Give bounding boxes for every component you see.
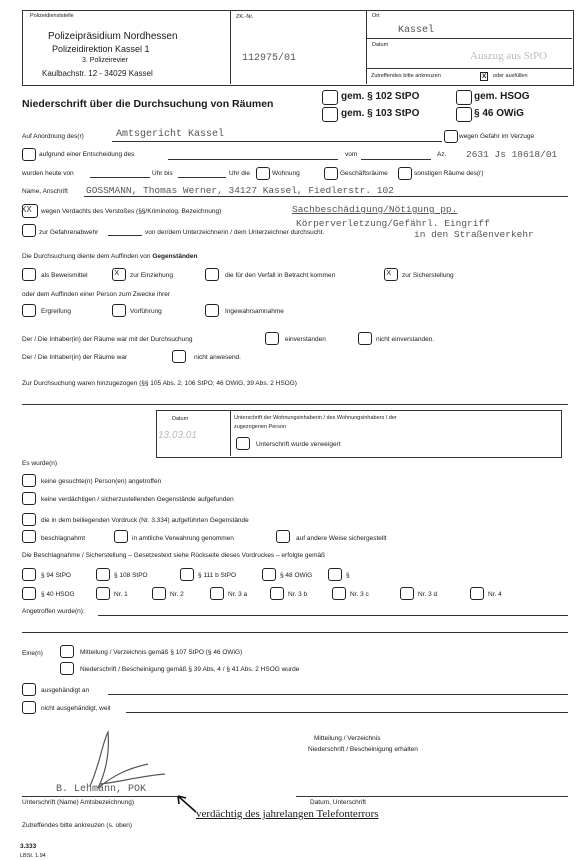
anordnung-label: Auf Anordnung des(r) xyxy=(22,133,84,140)
p48-checkbox[interactable] xyxy=(262,568,276,581)
verdacht-mark: XX xyxy=(21,205,32,215)
p94-label: § 94 StPO xyxy=(41,572,71,579)
von-unterz-label: von der/dem Unterzeichnerin / dem Unterzeichner durchsucht. xyxy=(145,229,325,236)
entscheidung-checkbox[interactable] xyxy=(22,148,36,161)
ort-value: Kassel xyxy=(398,25,435,36)
footer-code: 3.333 xyxy=(20,843,37,850)
p111-checkbox[interactable] xyxy=(180,568,194,581)
unterschrift-beamter: Unterschrift (Name) Amtsbezeichnung) xyxy=(22,799,134,806)
mitteilung1-checkbox[interactable] xyxy=(60,645,74,658)
mitteilung1-label: Mitteilung / Verzeichnis gemäß § 107 StPO (§ 46 OWiG) xyxy=(80,649,243,656)
law-hsog-checkbox[interactable] xyxy=(456,90,472,105)
datum-label: Datum xyxy=(372,42,389,48)
r2-checkbox[interactable] xyxy=(22,492,36,505)
nicht-anwesend-label: nicht anwesend. xyxy=(194,354,241,361)
p108-label: § 108 StPO xyxy=(114,572,148,579)
geschaeft-checkbox[interactable] xyxy=(324,167,338,180)
r1-label: keine gesuchte(n) Person(en) angetroffen xyxy=(41,478,162,485)
handwritten-note: verdächtig des jahrelangen Telefonterrors xyxy=(196,808,379,820)
verdacht-value2[interactable]: Körperverletzung/Gefährl. Eingriff xyxy=(296,218,490,229)
nieder2-label: Niederschrift / Bescheinigung erhalten xyxy=(308,746,418,753)
angetroffen-label: Angetroffen wurde(n): xyxy=(22,608,85,615)
p40-label: § 40 HSOG xyxy=(41,591,75,598)
nr4-checkbox[interactable] xyxy=(470,587,484,600)
verdacht-label: wegen Verdachts des Verstoßes (§§/Kriminolog. Bezeichnung) xyxy=(41,208,222,215)
nr3c-label: Nr. 3 c xyxy=(350,591,369,598)
sonstige-checkbox[interactable] xyxy=(398,167,412,180)
verfall-checkbox[interactable] xyxy=(205,268,219,281)
vorfuehrung-checkbox[interactable] xyxy=(112,304,126,317)
geschaeft-label: Geschäftsräume xyxy=(340,170,388,177)
zutreffendes-mark: X xyxy=(482,73,487,80)
eine-label: Eine(n) xyxy=(22,650,43,657)
p108-checkbox[interactable] xyxy=(96,568,110,581)
p48-label: § 48 OWiG xyxy=(280,572,313,579)
ergreifung-label: Ergreifung xyxy=(41,308,71,315)
r1-checkbox[interactable] xyxy=(22,474,36,487)
inhaber1-label: Der / Die Inhaber(in) der Räume war mit der Durchsuchung xyxy=(22,336,193,343)
andere-checkbox[interactable] xyxy=(276,530,290,543)
wurden-label: wurden heute von xyxy=(22,170,74,177)
uhr-die: Uhr die xyxy=(229,170,250,177)
verweigert-checkbox[interactable] xyxy=(236,437,250,450)
law-103-checkbox[interactable] xyxy=(322,107,338,122)
anordnung-value[interactable]: Amtsgericht Kassel xyxy=(116,129,225,140)
p94-checkbox[interactable] xyxy=(22,568,36,581)
einziehung-mark: x xyxy=(114,268,120,278)
stamp-ghost: Auszug aus StPO xyxy=(470,50,548,62)
uhr-bis: Uhr bis xyxy=(152,170,173,177)
zk-value: 112975/01 xyxy=(242,53,297,64)
p111-label: § 111 b StPO xyxy=(198,572,237,579)
einverstanden-label: einverstanden xyxy=(285,336,326,343)
ort-label: Ort xyxy=(372,13,380,19)
verweigert-label: Unterschrift wurde verweigert xyxy=(256,441,341,448)
nr3a-checkbox[interactable] xyxy=(210,587,224,600)
sonstige-label: sonstigen Räume des(r) xyxy=(414,170,484,177)
vorfuehrung-label: Vorführung xyxy=(130,308,162,315)
nicht-ausgehaendigt-checkbox[interactable] xyxy=(22,701,36,714)
nr3b-checkbox[interactable] xyxy=(270,587,284,600)
zutreffendes-footer: Zutreffendes bitte ankreuzen (s. oben) xyxy=(22,822,133,829)
ausgehaendigt-checkbox[interactable] xyxy=(22,683,36,696)
sig-unterschrift-label: Unterschrift der Wohnungsinhaberin / des Wohnungsinhabers / der zugezogenen Person xyxy=(234,415,397,430)
nr2-label: Nr. 2 xyxy=(170,591,184,598)
authority-line1: Polizeipräsidium Nordhessen xyxy=(48,31,178,42)
beweis-label: als Beweismittel xyxy=(41,272,88,279)
sig-datum-label: Datum xyxy=(172,416,189,422)
law-hsog-label: gem. HSOG xyxy=(474,91,530,102)
es-wurden-label: Es wurde(n) xyxy=(22,460,58,467)
sig-date-value: 13.03.01 xyxy=(158,430,197,441)
nr1-label: Nr. 1 xyxy=(114,591,128,598)
vom-label: vom xyxy=(345,151,358,158)
ingewahrsam-checkbox[interactable] xyxy=(205,304,219,317)
datum-unterschrift: Datum, Unterschrift xyxy=(310,799,366,806)
authority-line3: 3. Polizeirevier xyxy=(82,57,128,64)
ingewahrsam-label: Ingewahrsamnahme xyxy=(225,308,284,315)
wohnung-checkbox[interactable] xyxy=(256,167,270,180)
beweis-checkbox[interactable] xyxy=(22,268,36,281)
law-owig-label: § 46 OWiG xyxy=(474,108,524,119)
gefahr-label: wegen Gefahr im Verzuge xyxy=(459,133,535,140)
gefahrenabwehr-checkbox[interactable] xyxy=(22,224,36,237)
nicht-einverstanden-label: nicht einverstanden. xyxy=(376,336,435,343)
nr2-checkbox[interactable] xyxy=(152,587,166,600)
hinzugezogen-label: Zur Durchsuchung waren hinzugezogen (§§ 105 Abs. 2, 106 StPO; 46 OWiG, 39 Abs. 2 HSOG) xyxy=(22,380,297,387)
psec-label: § xyxy=(346,572,350,579)
r2-label: keine verdächtigen / sicherzustellenden Gegenstände aufgefunden xyxy=(41,496,234,503)
law-103-label: gem. § 103 StPO xyxy=(341,108,420,119)
page-title: Niederschrift über die Durchsuchung von Räumen xyxy=(22,98,274,110)
officer-signature: B. Lehmann, POK xyxy=(56,784,147,795)
name-label: Name, Anschrift xyxy=(22,188,68,195)
nicht-anwesend-checkbox[interactable] xyxy=(172,350,186,363)
law-102-label: gem. § 102 StPO xyxy=(341,91,420,102)
az-value[interactable]: 2631 Js 18618/01 xyxy=(466,149,558,160)
nr1-checkbox[interactable] xyxy=(96,587,110,600)
nieder1-label: Niederschrift / Bescheinigung gemäß § 39 Abs. 4 / § 41 Abs. 2 HSOG wurde xyxy=(80,666,300,673)
amtlich-label: in amtliche Verwahrung genommen xyxy=(132,535,234,542)
ausgehaendigt-label: ausgehändigt an xyxy=(41,687,90,694)
authority-line4: Kaulbachstr. 12 - 34029 Kassel xyxy=(42,69,153,78)
andere-label: auf andere Weise sichergestellt xyxy=(296,535,387,542)
nr3d-checkbox[interactable] xyxy=(400,587,414,600)
p40-checkbox[interactable] xyxy=(22,587,36,600)
einziehung-label: zur Einziehung xyxy=(130,272,173,279)
entscheidung-label: aufgrund einer Entscheidung des xyxy=(39,151,135,158)
sicherstellung-mark: x xyxy=(386,268,392,278)
nicht-einverstanden-checkbox[interactable] xyxy=(358,332,372,345)
police-label: Polizeidienststelle xyxy=(30,13,74,19)
oder-ausfuellen: oder ausfüllen xyxy=(493,73,528,79)
nr3b-label: Nr. 3 b xyxy=(288,591,308,598)
az-label: Az. xyxy=(437,151,447,158)
nr4-label: Nr. 4 xyxy=(488,591,502,598)
name-value[interactable]: GOSSMANN, Thomas Werner, 34127 Kassel, Fiedlerstr. 102 xyxy=(86,185,394,196)
beschlag-heading: Die Beschlagnahme / Sicherstellung – Gesetzestext siehe Rückseite dieses Vordruckes – erfolgte gemäß xyxy=(22,552,326,559)
r3-label: die in dem beiliegenden Vordruck (Nr. 3.334) aufgeführten Gegenstände xyxy=(41,517,249,524)
sicherstellung-label: zur Sicherstellung xyxy=(402,272,454,279)
zk-label: ZK.-Nr. xyxy=(236,14,254,20)
mitteilung2-label: Mitteilung / Verzeichnis xyxy=(314,735,381,742)
purpose-heading: Die Durchsuchung diente dem Auffinden von Gegenständen xyxy=(22,253,198,260)
beschlagnahmt-checkbox[interactable] xyxy=(22,530,36,543)
ergreifung-checkbox[interactable] xyxy=(22,304,36,317)
gefahrenabwehr-label: zur Gefahrenabwehr xyxy=(39,229,99,236)
einverstanden-checkbox[interactable] xyxy=(265,332,279,345)
verfall-label: die für den Verfall in Betracht kommen xyxy=(225,272,336,279)
inhaber2-label: Der / Die Inhaber(in) der Räume war xyxy=(22,354,128,361)
r3-checkbox[interactable] xyxy=(22,513,36,526)
nr3a-label: Nr. 3 a xyxy=(228,591,248,598)
beschlagnahmt-label: beschlagnahmt xyxy=(41,535,86,542)
authority-line2: Polizeidirektion Kassel 1 xyxy=(52,44,150,54)
zutreffendes-label: Zutreffendes bitte ankreuzen xyxy=(371,73,441,79)
wohnung-label: Wohnung xyxy=(272,170,300,177)
verdacht-value1[interactable]: Sachbeschädigung/Nötigung pp. xyxy=(292,204,458,215)
gefahr-checkbox[interactable] xyxy=(444,130,458,143)
amtlich-checkbox[interactable] xyxy=(114,530,128,543)
psec-checkbox[interactable] xyxy=(328,568,342,581)
law-owig-checkbox[interactable] xyxy=(456,107,472,122)
person-line: oder dem Auffinden einer Person zum Zwecke ihrer xyxy=(22,291,171,298)
verdacht-value3[interactable]: in den Straßenverkehr xyxy=(414,229,534,240)
nr3d-label: Nr. 3 d xyxy=(418,591,438,598)
nr3c-checkbox[interactable] xyxy=(332,587,346,600)
nicht-ausgehaendigt-label: nicht ausgehändigt, weil xyxy=(41,705,111,712)
footer-lbsi: LBSt. 1.94 xyxy=(20,853,46,859)
nieder1-checkbox[interactable] xyxy=(60,662,74,675)
law-102-checkbox[interactable] xyxy=(322,90,338,105)
